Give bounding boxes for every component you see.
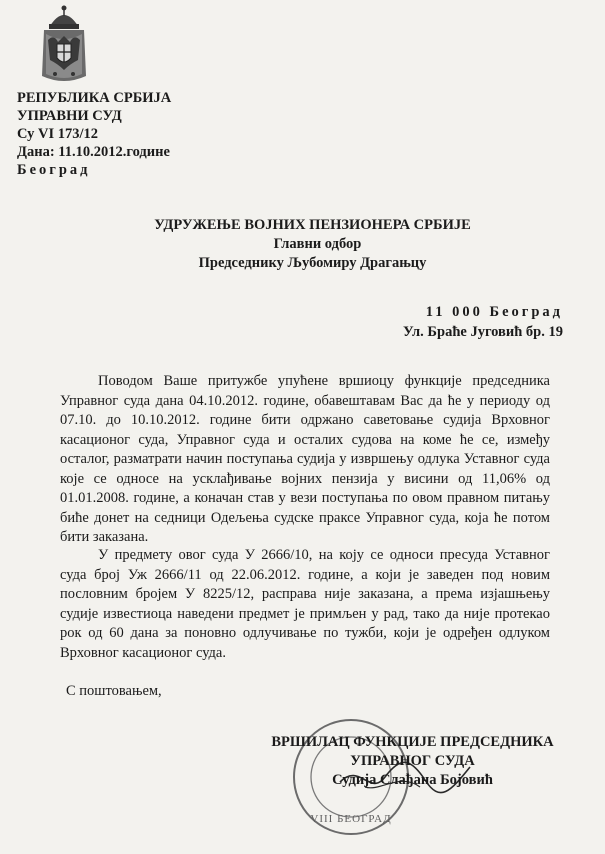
body-paragraph: У предмету овог суда У 2666/10, на коју се односи пресуда Уставног суда број Уж 2666/11 од 22.06.2012. године, а који је заведен под новим пословним бројем У 8225/12, расправа није заказана, а према изјашњењу судије известиоца наведени предмет је примљен у рад, тако да није протекао рок од 60 дана за поновно одлучивање по тужби, који је одређен одлуком Врховног касационог суда. bbox=[60, 547, 550, 661]
recipient-organization: УДРУЖЕЊЕ ВОЈНИХ ПЕНЗИОНЕРА СРБИЈЕ bbox=[154, 217, 471, 233]
case-number: Су VI 173/12 bbox=[17, 126, 99, 142]
recipient-person: Председнику Љубомиру Драгањцу bbox=[198, 255, 427, 271]
serbian-coat-of-arms-icon bbox=[40, 4, 88, 86]
recipient-address bbox=[403, 302, 563, 342]
address-city: 11 000 Београд bbox=[425, 304, 563, 320]
recipient-board: Главни одбор bbox=[273, 236, 362, 252]
body-paragraph-2-container bbox=[60, 546, 550, 663]
recipient-block bbox=[0, 216, 605, 273]
signatory-name: Судија Слађана Бојовић bbox=[332, 772, 493, 788]
body-paragraph-1-container bbox=[60, 372, 550, 548]
closing-salutation: С поштовањем, bbox=[66, 683, 162, 699]
signature-block bbox=[240, 733, 585, 790]
court-header bbox=[17, 89, 171, 179]
signatory-title: ВРШИЛАЦ ФУНКЦИЈЕ ПРЕДСЕДНИКА bbox=[271, 734, 554, 750]
stamp-text: VIII БЕОГРАД bbox=[310, 813, 392, 825]
body-paragraph: Поводом Ваше притужбе упућене вршиоцу функције председника Управног суда дана 04.10.2012. године, обавештавам Вас да ће у периоду од 07.10. до 10.10.2012. године бити одржано саветовање судија Врховног касационог суда, Управног суда и осталих судова на коме ће се, између осталог, разматрати начин поступања судија у извршењу одлука Уставног суда које се односе на усклађивање војних пензија у висини од 11,06% од 01.01.2008. године, а коначан став у вези поступања по овом правном питању биће донет на седници Одељења судске праксе Управног суда, која ће потом бити заказана. bbox=[60, 373, 550, 545]
address-street: Ул. Браће Југовић бр. 19 bbox=[403, 324, 563, 340]
court-name: УПРАВНИ СУД bbox=[17, 108, 122, 124]
signatory-court: УПРАВНОГ СУДА bbox=[350, 753, 475, 769]
republic-name: РЕПУБЛИКА СРБИЈА bbox=[17, 90, 172, 106]
document-date: Дана: 11.10.2012.године bbox=[17, 144, 170, 160]
header-city: Београд bbox=[17, 162, 91, 178]
